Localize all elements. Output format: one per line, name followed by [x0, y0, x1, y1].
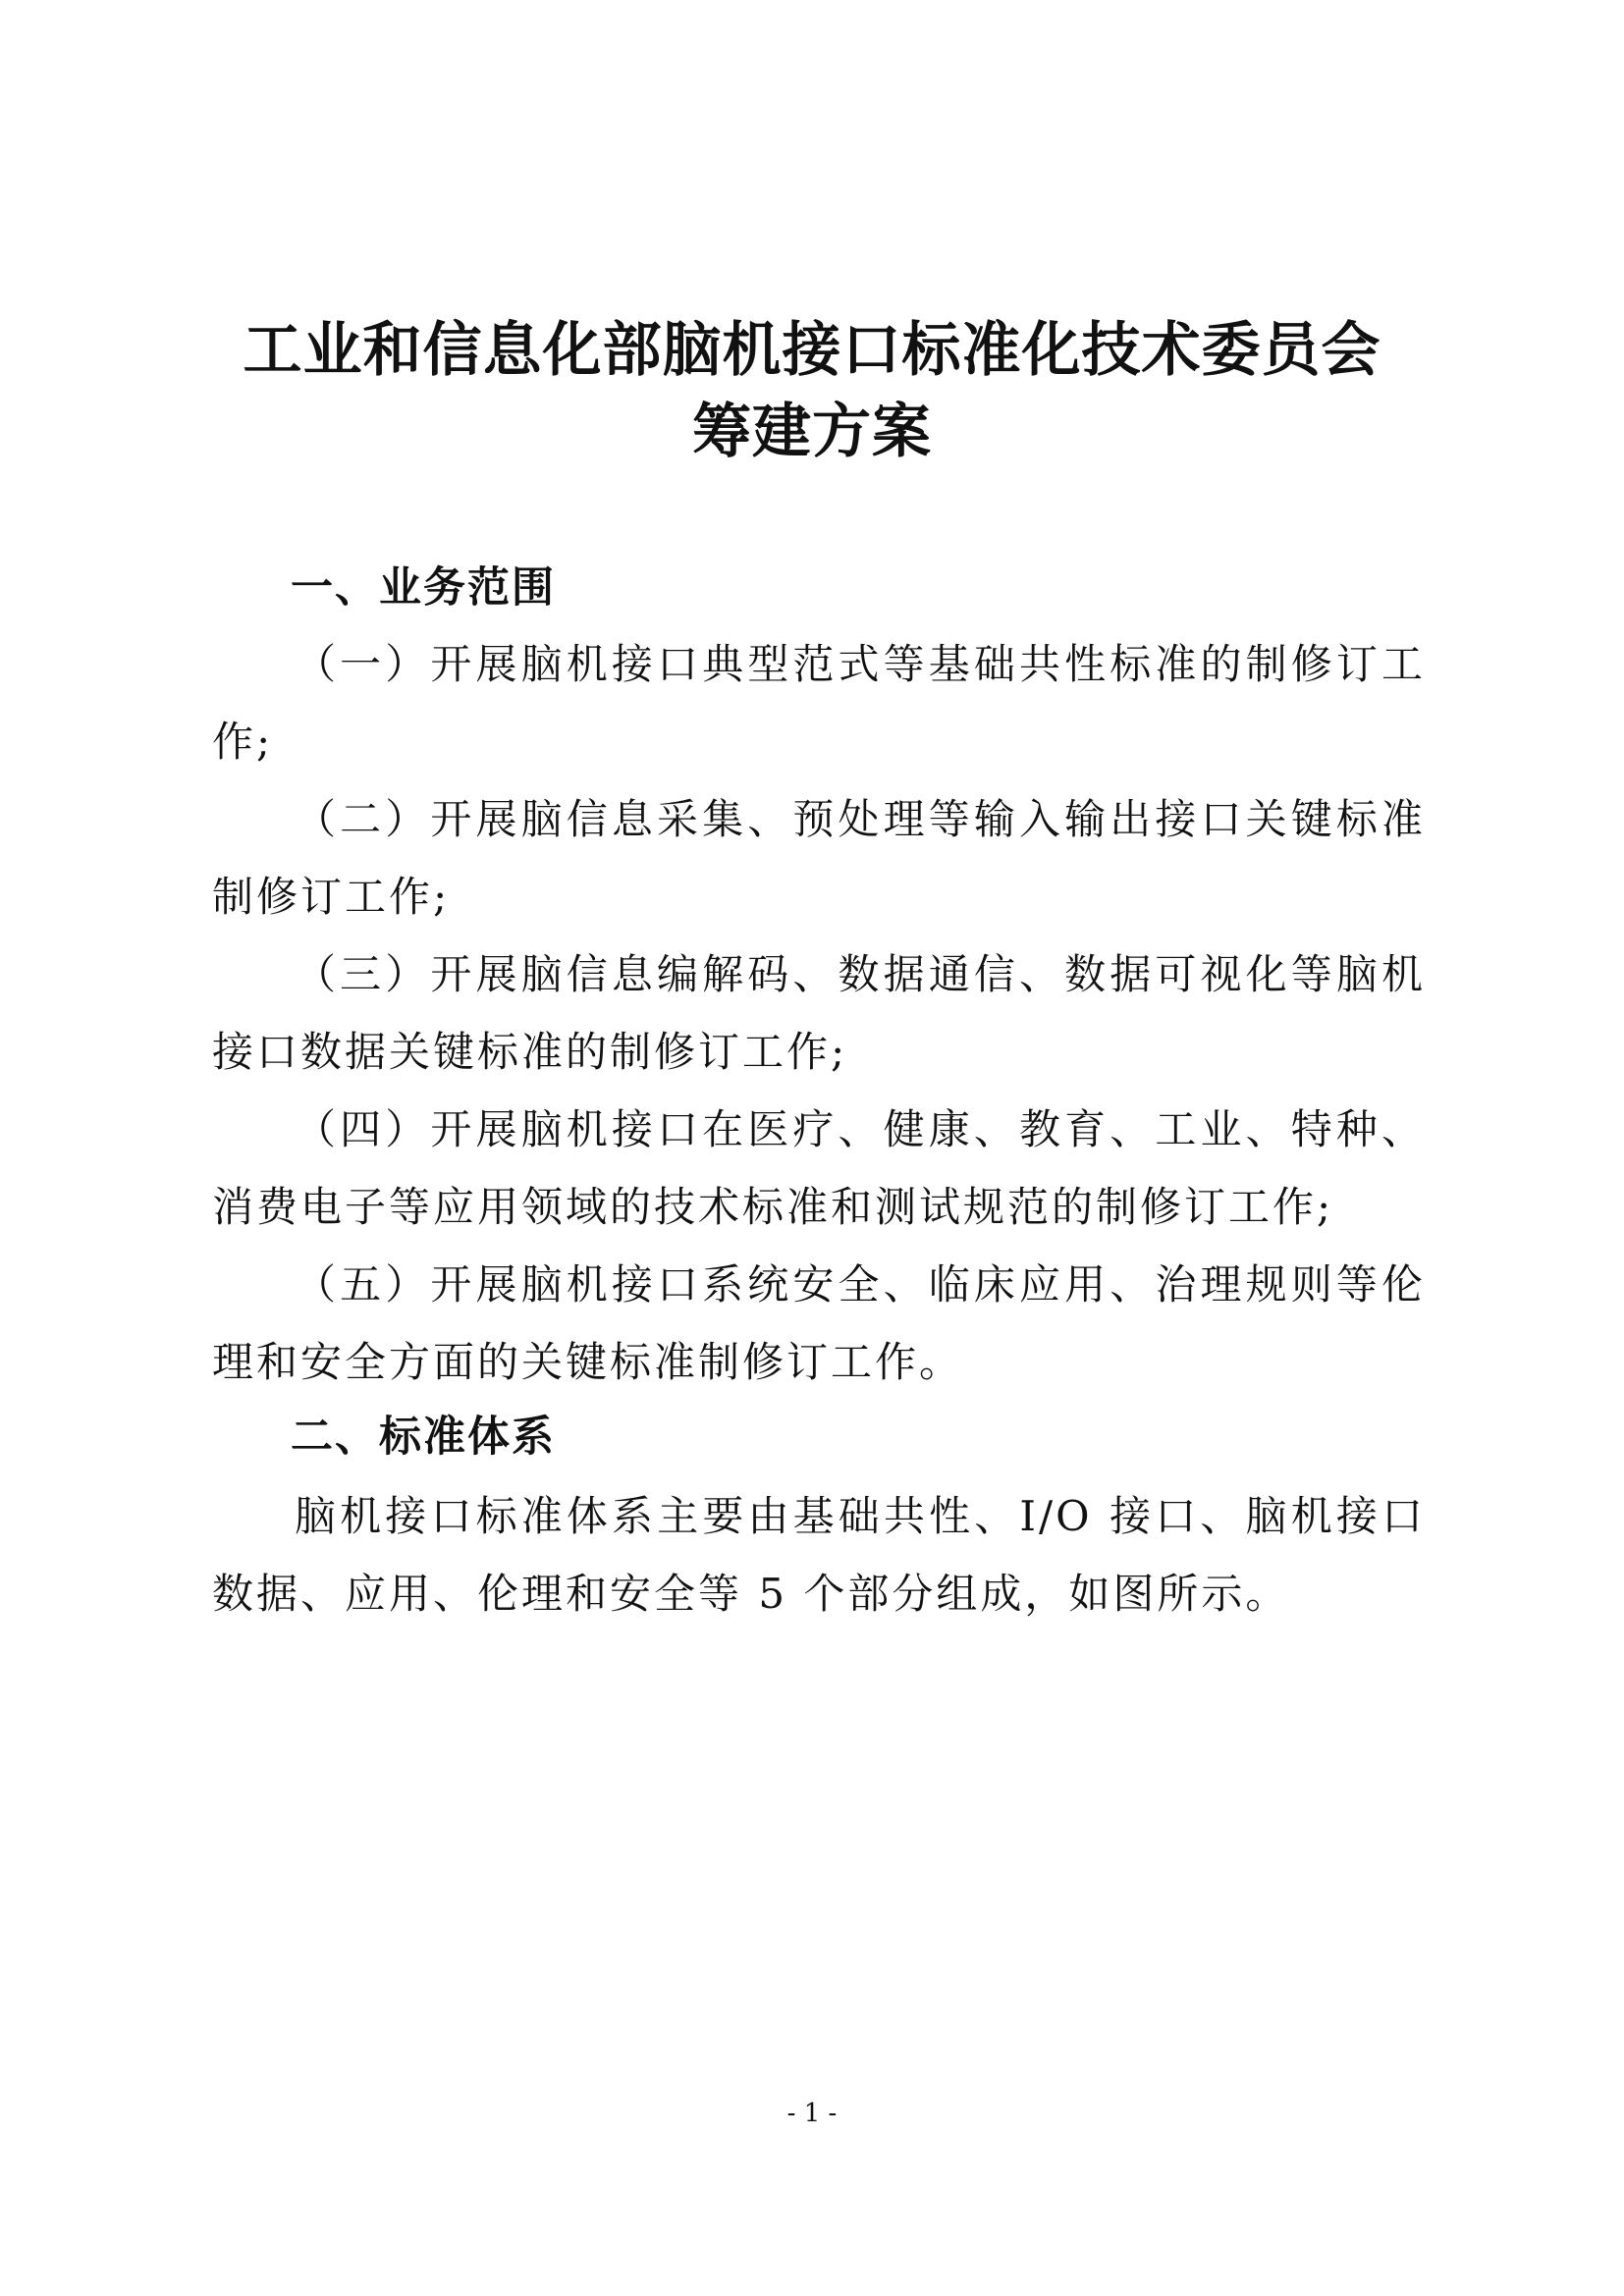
scope-item-4: （四）开展脑机接口在医疗、健康、教育、工业、特种、消费电子等应用领域的技术标准和测试规范的制修订工作;	[212, 1105, 1426, 1231]
scope-item-3: （三）开展脑信息编解码、数据通信、数据可视化等脑机接口数据关键标准的制修订工作;	[212, 950, 1426, 1076]
scope-item-1: （一）开展脑机接口典型范式等基础共性标准的制修订工作;	[212, 640, 1426, 766]
scope-item-5: （五）开展脑机接口系统安全、临床应用、治理规则等伦理和安全方面的关键标准制修订工作。	[212, 1260, 1426, 1386]
standard-system-paragraph: 脑机接口标准体系主要由基础共性、I/O 接口、脑机接口数据、应用、伦理和安全等 5 个部分组成，如图所示。	[212, 1492, 1426, 1618]
scope-item-2: （二）开展脑信息采集、预处理等输入输出接口关键标准制修订工作;	[212, 795, 1426, 921]
section-heading-scope: 一、业务范围	[291, 563, 556, 613]
document-title-line2: 筹建方案	[692, 398, 932, 466]
document-title-line1: 工业和信息化部脑机接口标准化技术委员会	[243, 316, 1381, 385]
page-number: - 1 -	[786, 2099, 838, 2128]
section-heading-standard-system: 二、标准体系	[291, 1413, 556, 1462]
